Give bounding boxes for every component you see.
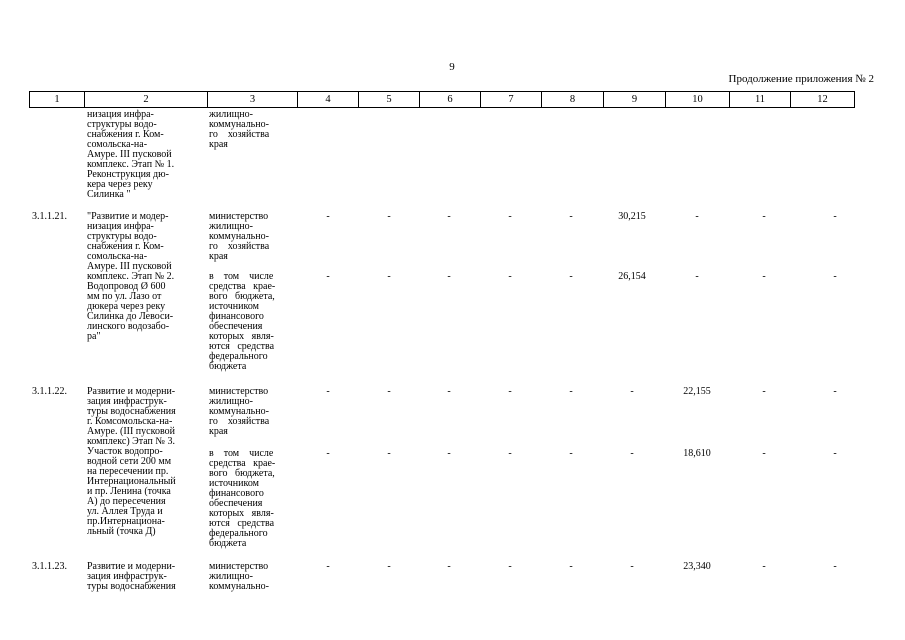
organization-cell <box>209 562 295 592</box>
value-cell: - <box>508 211 512 222</box>
text-line: Амуре. (III пусковой <box>87 426 175 437</box>
text-line: жилищно- <box>209 571 253 582</box>
text-line: Интернациональный <box>87 476 176 487</box>
text-line: которых явля- <box>209 331 274 342</box>
text-line: го хозяйства <box>209 416 270 427</box>
value-cell: 30,215 <box>618 211 646 222</box>
value-cell: - <box>387 211 391 222</box>
text-line: коммунально- <box>209 231 269 242</box>
value-cell: 18,610 <box>683 448 711 459</box>
text-line: туры водоснабжения <box>87 581 176 592</box>
text-line: комплекс) Этап № 3. <box>87 436 175 447</box>
column-header-11: 11 <box>730 92 791 108</box>
text-line: низация инфра- <box>87 109 154 120</box>
text-line: средства крае- <box>209 458 276 469</box>
value-cell: - <box>762 211 766 222</box>
text-line: источником <box>209 301 259 312</box>
column-header-row <box>30 92 855 108</box>
value-cell: 23,340 <box>683 561 711 572</box>
value-cell: - <box>695 271 699 282</box>
row-number: 3.1.1.22. <box>32 386 67 397</box>
text-line: структуры водо- <box>87 119 157 130</box>
text-line: Водопровод Ø 600 <box>87 281 166 292</box>
value-cell: - <box>630 561 634 572</box>
column-header-8: 8 <box>542 92 604 108</box>
text-line: туры водоснабжения <box>87 406 176 417</box>
row-number: 3.1.1.23. <box>32 561 67 572</box>
text-line: коммунально- <box>209 119 269 130</box>
value-cell: - <box>508 561 512 572</box>
text-line: коммунально- <box>209 581 269 592</box>
text-line: обеспечения <box>209 321 263 332</box>
value-cell: - <box>762 561 766 572</box>
text-line: края <box>209 426 228 437</box>
project-name-cell <box>87 110 205 200</box>
value-cell: - <box>387 271 391 282</box>
text-line: на пересечении пр. <box>87 466 169 477</box>
text-line: го хозяйства <box>209 129 270 140</box>
page-number: 9 <box>449 61 455 73</box>
text-line: кера через реку <box>87 179 153 190</box>
text-line: ются средства <box>209 341 275 352</box>
text-line: жилищно- <box>209 109 253 120</box>
text-line: комплекс. Этап № 2. <box>87 271 175 282</box>
continuation-label: Продолжение приложения № 2 <box>728 73 874 85</box>
value-cell: - <box>762 448 766 459</box>
value-cell: 22,155 <box>683 386 711 397</box>
text-line: низация инфра- <box>87 221 154 232</box>
value-cell: - <box>569 561 573 572</box>
text-line: финансового <box>209 488 264 499</box>
text-line: А) до пересечения <box>87 496 166 507</box>
value-cell: - <box>762 271 766 282</box>
text-line: ра" <box>87 331 101 342</box>
text-line: Амуре. III пусковой <box>87 261 172 272</box>
text-line: Развитие и модерни- <box>87 561 176 572</box>
funding-source-cell <box>209 272 295 372</box>
value-cell: - <box>326 448 330 459</box>
text-line: федерального <box>209 351 268 362</box>
text-line: Участок водопро- <box>87 446 163 457</box>
value-cell: - <box>387 386 391 397</box>
funding-source-cell <box>209 449 295 549</box>
value-cell: - <box>447 561 451 572</box>
value-cell: - <box>630 448 634 459</box>
text-line: и пр. Ленина (точка <box>87 486 171 497</box>
text-line: льный (точка Д) <box>87 526 156 537</box>
value-cell: - <box>833 271 837 282</box>
column-header-5: 5 <box>359 92 420 108</box>
text-line: снабжения г. Ком- <box>87 129 164 140</box>
text-line: федерального <box>209 528 268 539</box>
text-line: бюджета <box>209 538 247 549</box>
organization-cell <box>209 387 295 437</box>
text-line: линского водозабо- <box>87 321 170 332</box>
text-line: обеспечения <box>209 498 263 509</box>
text-line: финансового <box>209 311 264 322</box>
text-line: края <box>209 251 228 262</box>
text-line: средства крае- <box>209 281 276 292</box>
text-line: зация инфраструк- <box>87 396 167 407</box>
column-header-12: 12 <box>791 92 855 108</box>
text-line: министерство <box>209 561 269 572</box>
value-cell: - <box>508 271 512 282</box>
text-line: в том числе <box>209 271 274 282</box>
text-line: в том числе <box>209 448 274 459</box>
text-line: ются средства <box>209 518 275 529</box>
column-header-table <box>29 91 855 108</box>
text-line: источником <box>209 478 259 489</box>
text-line: которых явля- <box>209 508 274 519</box>
organization-cell <box>209 212 295 262</box>
row-number: 3.1.1.21. <box>32 211 67 222</box>
value-cell: - <box>508 448 512 459</box>
value-cell: - <box>833 211 837 222</box>
text-line: края <box>209 139 228 150</box>
value-cell: - <box>326 271 330 282</box>
text-line: бюджета <box>209 361 247 372</box>
text-line: жилищно- <box>209 396 253 407</box>
text-line: дюкера через реку <box>87 301 166 312</box>
column-header-4: 4 <box>298 92 359 108</box>
project-name-cell <box>87 212 205 342</box>
value-cell: - <box>569 448 573 459</box>
value-cell: - <box>833 448 837 459</box>
text-line: сомольска-на- <box>87 139 148 150</box>
value-cell: - <box>326 561 330 572</box>
column-header-1: 1 <box>30 92 85 108</box>
text-line: ул. Аллея Труда и <box>87 506 163 517</box>
text-line: министерство <box>209 211 269 222</box>
column-header-6: 6 <box>420 92 481 108</box>
text-line: вого бюджета, <box>209 291 275 302</box>
text-line: министерство <box>209 386 269 397</box>
organization-cell <box>209 110 295 150</box>
column-header-2: 2 <box>85 92 208 108</box>
text-line: мм по ул. Лазо от <box>87 291 162 302</box>
value-cell: - <box>326 211 330 222</box>
text-line: водной сети 200 мм <box>87 456 172 467</box>
value-cell: - <box>508 386 512 397</box>
text-line: Развитие и модерни- <box>87 386 176 397</box>
text-line: зация инфраструк- <box>87 571 167 582</box>
value-cell: - <box>569 271 573 282</box>
value-cell: - <box>447 211 451 222</box>
value-cell: - <box>569 386 573 397</box>
value-cell: - <box>762 386 766 397</box>
text-line: Амуре. III пусковой <box>87 149 172 160</box>
text-line: коммунально- <box>209 406 269 417</box>
text-line: жилищно- <box>209 221 253 232</box>
project-name-cell <box>87 387 205 537</box>
value-cell: - <box>387 561 391 572</box>
column-header-3: 3 <box>208 92 298 108</box>
value-cell: - <box>833 386 837 397</box>
value-cell: - <box>630 386 634 397</box>
value-cell: - <box>447 386 451 397</box>
text-line: Реконструкция дю- <box>87 169 169 180</box>
text-line: структуры водо- <box>87 231 157 242</box>
value-cell: - <box>569 211 573 222</box>
text-line: сомольска-на- <box>87 251 148 262</box>
value-cell: 26,154 <box>618 271 646 282</box>
text-line: го хозяйства <box>209 241 270 252</box>
value-cell: - <box>387 448 391 459</box>
text-line: г. Комсомольска-на- <box>87 416 173 427</box>
value-cell: - <box>695 211 699 222</box>
text-line: Силинка " <box>87 189 131 200</box>
text-line: вого бюджета, <box>209 468 275 479</box>
text-line: "Развитие и модер- <box>87 211 169 222</box>
value-cell: - <box>447 448 451 459</box>
value-cell: - <box>326 386 330 397</box>
column-header-9: 9 <box>604 92 666 108</box>
value-cell: - <box>833 561 837 572</box>
value-cell: - <box>447 271 451 282</box>
project-name-cell <box>87 562 205 592</box>
column-header-10: 10 <box>666 92 730 108</box>
text-line: снабжения г. Ком- <box>87 241 164 252</box>
column-header-7: 7 <box>481 92 542 108</box>
text-line: комплекс. Этап № 1. <box>87 159 175 170</box>
text-line: пр.Интернациона- <box>87 516 165 527</box>
text-line: Силинка до Левоси- <box>87 311 174 322</box>
